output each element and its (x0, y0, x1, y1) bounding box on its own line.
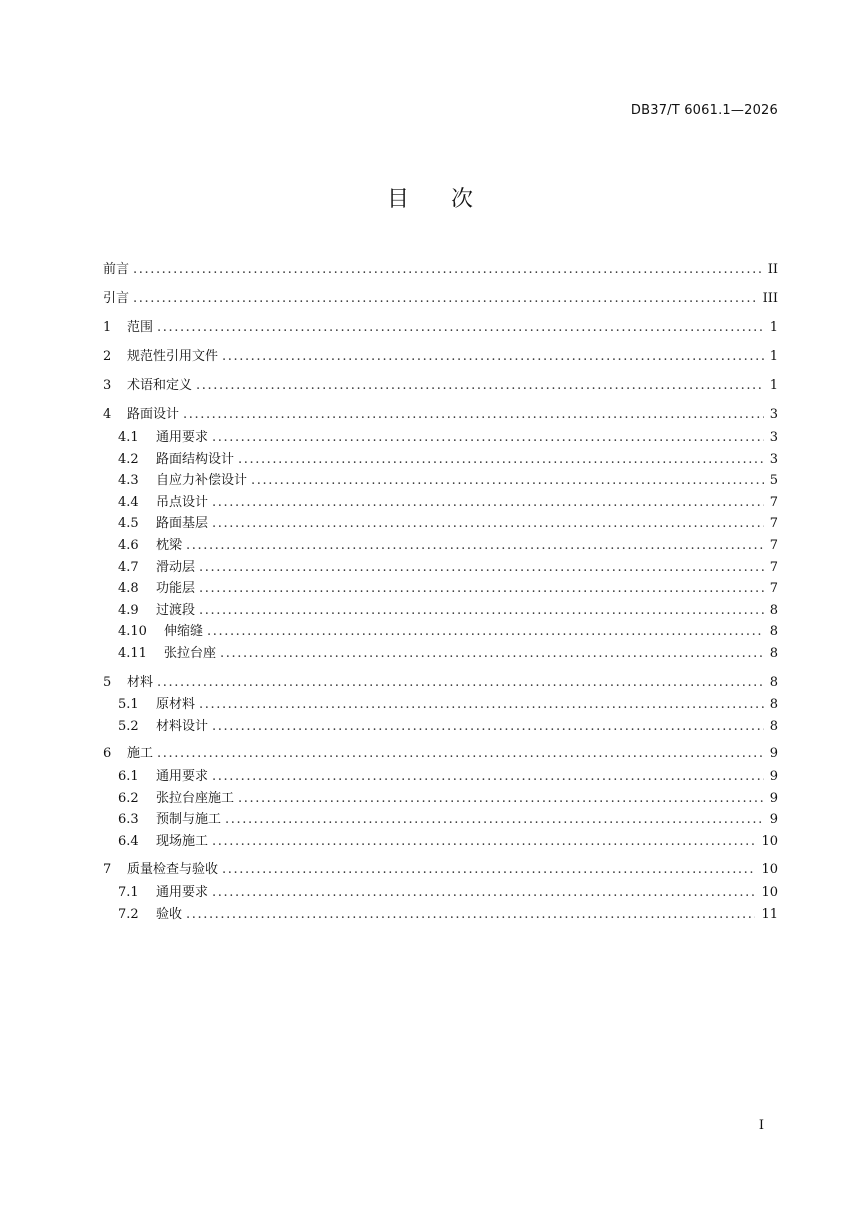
toc-dot-leader (186, 536, 764, 556)
toc-page-number: 10 (761, 834, 778, 849)
toc-dot-leader (212, 832, 755, 852)
toc-entry-foreword[interactable] (103, 260, 778, 280)
toc-dot-leader (212, 717, 764, 737)
toc-dot-leader (212, 514, 764, 534)
toc-entry-label: 验收 (156, 907, 183, 922)
toc-entry-4-11[interactable] (118, 644, 778, 664)
toc-entry-label: 通用要求 (156, 885, 209, 900)
toc-page-number: 7 (769, 495, 778, 510)
toc-entry-label: 规范性引用文件 (127, 349, 219, 364)
toc-entry-label: 吊点设计 (156, 495, 209, 510)
toc-page-number: 9 (769, 791, 778, 806)
toc-dot-leader (220, 644, 764, 664)
toc-entry-label: 路面结构设计 (156, 452, 235, 467)
toc-entry-label: 材料 (127, 675, 154, 690)
toc-entry-number: 4.4 (118, 495, 139, 510)
toc-dot-leader (212, 767, 764, 787)
toc-dot-leader (212, 493, 764, 513)
toc-entry-number: 7.2 (118, 907, 139, 922)
toc-entry-label: 滑动层 (156, 560, 196, 575)
toc-entry-number: 1 (103, 320, 112, 335)
toc-entry-introduction[interactable] (103, 289, 778, 309)
toc-entry-label: 术语和定义 (127, 378, 193, 393)
toc-entry-5[interactable] (103, 673, 778, 693)
toc-entry-label: 前言 (103, 262, 130, 277)
toc-entry-4-8[interactable] (118, 579, 778, 599)
toc-entry-number: 4.1 (118, 430, 139, 445)
toc-dot-leader (251, 471, 764, 491)
toc-entry-6-1[interactable] (118, 767, 778, 787)
toc-entry-5-1[interactable] (118, 695, 778, 715)
toc-entry-4-6[interactable] (118, 536, 778, 556)
toc-page-number: 10 (761, 885, 778, 900)
toc-entry-label: 质量检查与验收 (127, 862, 219, 877)
toc-entry-number: 4.10 (118, 624, 147, 639)
toc-entry-label: 过渡段 (156, 603, 196, 618)
toc-dot-leader (212, 428, 764, 448)
toc-entry-label: 枕梁 (156, 538, 183, 553)
toc-page-number: 7 (769, 516, 778, 531)
toc-page-number: 7 (769, 560, 778, 575)
toc-page-number: III (762, 291, 778, 306)
toc-page-number: 8 (769, 646, 778, 661)
toc-entry-6[interactable] (103, 744, 778, 764)
toc-page-number: 3 (769, 407, 778, 422)
toc-entry-number: 4.5 (118, 516, 139, 531)
toc-entry-label: 张拉台座施工 (156, 791, 235, 806)
toc-entry-7-2[interactable] (118, 905, 778, 925)
toc-dot-leader (157, 673, 764, 693)
toc-entry-number: 4.11 (118, 646, 147, 661)
toc-page-number: 9 (769, 812, 778, 827)
toc-dot-leader (212, 883, 755, 903)
toc-entry-number: 4 (103, 407, 112, 422)
toc-entry-number: 7 (103, 862, 112, 877)
toc-dot-leader (133, 260, 762, 280)
toc-entry-number: 6.1 (118, 769, 139, 784)
toc-entry-4-10[interactable] (118, 622, 778, 642)
toc-dot-leader (199, 695, 764, 715)
toc-entry-3[interactable] (103, 376, 778, 396)
toc-entry-number: 4.8 (118, 581, 139, 596)
toc-entry-4-2[interactable] (118, 450, 778, 470)
toc-page-number: 8 (769, 624, 778, 639)
toc-dot-leader (199, 601, 764, 621)
toc-dot-leader (196, 376, 764, 396)
toc-dot-leader (207, 622, 764, 642)
toc-entry-2[interactable] (103, 347, 778, 367)
toc-entry-label: 功能层 (156, 581, 196, 596)
toc-entry-4-7[interactable] (118, 558, 778, 578)
toc-page-number: 8 (769, 697, 778, 712)
toc-entry-label: 引言 (103, 291, 130, 306)
toc-dot-leader (199, 558, 764, 578)
toc-page-number: 10 (761, 862, 778, 877)
toc-page-number: 7 (769, 581, 778, 596)
toc-entry-4-1[interactable] (118, 428, 778, 448)
toc-entry-7[interactable] (103, 860, 778, 880)
toc-dot-leader (157, 318, 764, 338)
toc-entry-label: 原材料 (156, 697, 196, 712)
toc-entry-6-2[interactable] (118, 789, 778, 809)
toc-page-number: 8 (769, 603, 778, 618)
toc-entry-6-3[interactable] (118, 810, 778, 830)
toc-page-number: 7 (769, 538, 778, 553)
toc-entry-number: 4.2 (118, 452, 139, 467)
toc-entry-6-4[interactable] (118, 832, 778, 852)
toc-page-number: 9 (769, 746, 778, 761)
toc-page-number: 5 (769, 473, 778, 488)
toc-entry-label: 张拉台座 (164, 646, 217, 661)
toc-dot-leader (238, 450, 764, 470)
toc-entry-number: 6 (103, 746, 112, 761)
toc-entry-4-5[interactable] (118, 514, 778, 534)
toc-entry-number: 5.1 (118, 697, 139, 712)
toc-page-number: 8 (769, 675, 778, 690)
toc-dot-leader (222, 860, 755, 880)
toc-dot-leader (238, 789, 764, 809)
toc-entry-number: 4.3 (118, 473, 139, 488)
toc-entry-label: 路面设计 (127, 407, 180, 422)
toc-entry-number: 6.4 (118, 834, 139, 849)
toc-dot-leader (183, 405, 764, 425)
toc-page-number: 8 (769, 719, 778, 734)
toc-entry-4-9[interactable] (118, 601, 778, 621)
toc-page-number: II (767, 262, 778, 277)
toc-entry-number: 4.6 (118, 538, 139, 553)
toc-entry-4-4[interactable] (118, 493, 778, 513)
toc-entry-label: 路面基层 (156, 516, 209, 531)
toc-dot-leader (133, 289, 757, 309)
toc-entry-number: 3 (103, 378, 112, 393)
page-number: I (758, 1118, 764, 1133)
toc-entry-label: 范围 (127, 320, 154, 335)
toc-page-number: 1 (769, 349, 778, 364)
toc-entry-1[interactable] (103, 318, 778, 338)
toc-dot-leader (199, 579, 764, 599)
title-char-1: 目 (386, 187, 409, 212)
toc-entry-label: 现场施工 (156, 834, 209, 849)
toc-page-number: 3 (769, 452, 778, 467)
toc-entry-4[interactable] (103, 405, 778, 425)
document-code: DB37/T 6061.1—2026 (630, 103, 778, 118)
table-of-contents (103, 0, 778, 1217)
toc-entry-number: 4.7 (118, 560, 139, 575)
toc-entry-label: 施工 (127, 746, 154, 761)
toc-entry-number: 7.1 (118, 885, 139, 900)
toc-dot-leader (225, 810, 764, 830)
toc-entry-number: 6.2 (118, 791, 139, 806)
toc-page-number: 11 (761, 907, 778, 922)
toc-entry-label: 预制与施工 (156, 812, 222, 827)
toc-page-number: 1 (769, 320, 778, 335)
toc-entry-5-2[interactable] (118, 717, 778, 737)
toc-page-number: 3 (769, 430, 778, 445)
toc-dot-leader (222, 347, 764, 367)
toc-dot-leader (157, 744, 764, 764)
toc-entry-number: 2 (103, 349, 112, 364)
toc-entry-label: 材料设计 (156, 719, 209, 734)
toc-entry-number: 5 (103, 675, 112, 690)
toc-entry-label: 通用要求 (156, 769, 209, 784)
toc-entry-number: 4.9 (118, 603, 139, 618)
toc-entry-number: 5.2 (118, 719, 139, 734)
title-char-2: 次 (451, 187, 474, 212)
toc-dot-leader (186, 905, 755, 925)
toc-entry-4-3[interactable] (118, 471, 778, 491)
toc-page-number: 1 (769, 378, 778, 393)
toc-entry-label: 自应力补偿设计 (156, 473, 248, 488)
toc-page-number: 9 (769, 769, 778, 784)
toc-entry-7-1[interactable] (118, 883, 778, 903)
toc-entry-number: 6.3 (118, 812, 139, 827)
toc-entry-label: 伸缩缝 (164, 624, 204, 639)
toc-entry-label: 通用要求 (156, 430, 209, 445)
